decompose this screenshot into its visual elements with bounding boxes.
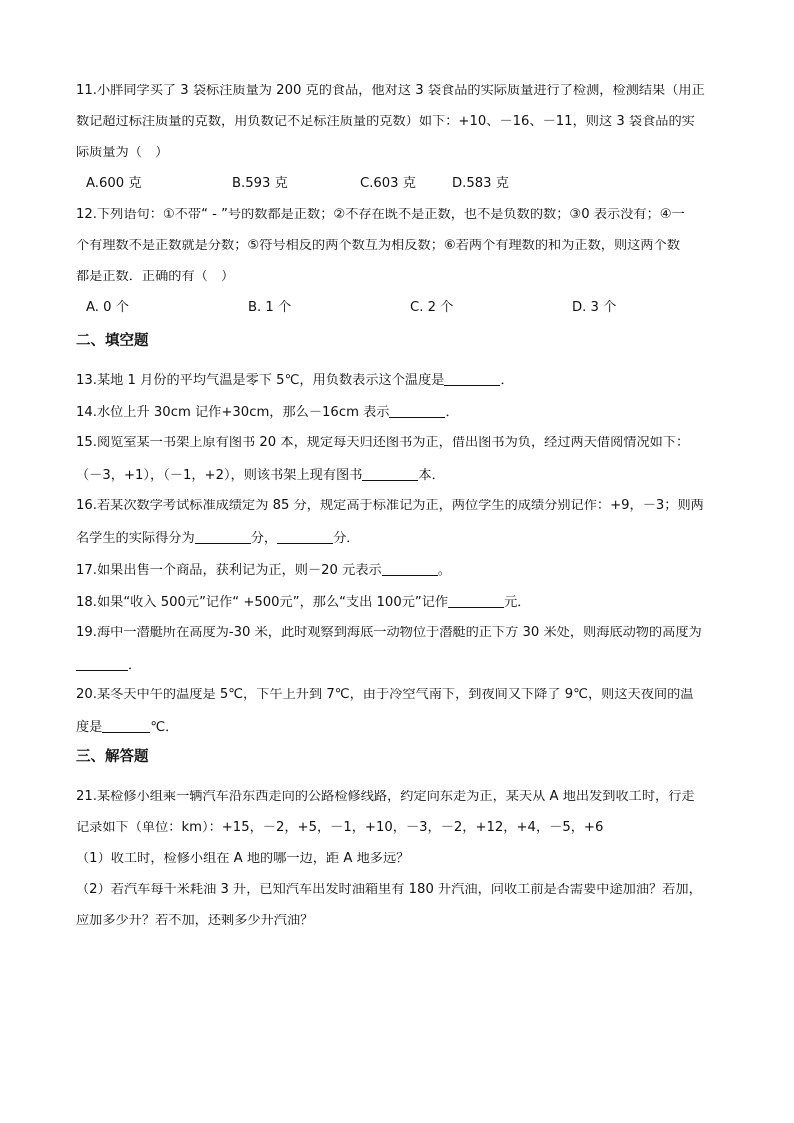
q13-line [76, 372, 726, 387]
q17-answer-blank[interactable] [382, 562, 438, 576]
q21-part-2-line-2: 应加多少升？若不加，还剩多少升汽油？ [76, 914, 314, 928]
section-fill-in-blank-title: 二、填空题 [76, 333, 149, 349]
q11-option-d: D.583 克 [452, 176, 509, 191]
q14-answer-blank[interactable] [389, 404, 445, 418]
q17-text-end: 。 [437, 563, 451, 578]
q16-text-mid: 分， [250, 531, 278, 546]
q12-line-2: 个有理数不是正数就是分数；⑤符号相反的两个数互为相反数；⑥若两个有理数的和为正数，则这两个数 [76, 239, 680, 253]
q20-text: 度是 [76, 720, 103, 735]
q17-line [76, 562, 726, 577]
q19-line-2 [76, 657, 726, 672]
q20-text-end: ℃． [150, 720, 179, 735]
q14-line [76, 404, 726, 419]
q11-option-c: C.603 克 [360, 176, 416, 191]
q15-text-end: 本． [418, 468, 445, 483]
q11-line-3: 际质量为（ ） [76, 146, 169, 160]
q14-text: 14.水位上升 30cm 记作+30cm，那么－16cm 表示 [76, 405, 390, 420]
q15-line-1: 15.阅览室某一书架上原有图书 20 本，规定每天归还图书为正，借出图书为负，经过两天借阅情况如下： [76, 436, 690, 450]
q18-text: 18.如果“收入 500元”记作“ +500元”，那么“支出 100元”记作 [76, 595, 449, 610]
q12-line-1: 12.下列语句：①不带“ - ”号的数都是正数；②不存在既不是正数，也不是负数的数；③0 表示没有；④一 [76, 208, 685, 222]
q20-line-2 [76, 719, 726, 734]
q15-text: （－3，+1），（－1，+2），则该书架上现有图书 [76, 468, 363, 483]
q18-text-end: 元． [504, 595, 531, 610]
q12-options [86, 301, 726, 319]
q11-option-b: B.593 克 [232, 176, 288, 191]
section-problem-solving-title: 三、解答题 [76, 749, 149, 765]
q13-text-end: ． [500, 373, 514, 388]
q16-text: 名学生的实际得分为 [76, 531, 195, 546]
q21-line-2: 记录如下（单位：km）：+15，－2，+5，－1，+10，－3，－2，+12，+4，－5，+6 [76, 821, 604, 835]
q19-answer-blank[interactable] [76, 657, 128, 671]
q12-option-b: B. 1 个 [248, 300, 292, 315]
q15-line-2 [76, 467, 726, 482]
q11-options [86, 177, 726, 195]
q20-answer-blank[interactable] [102, 719, 150, 733]
q19-line-1: 19.海中一潜艇所在高度为-30 米，此时观察到海底一动物位于潜艇的正下方 30 米处，则海底动物的高度为 [76, 626, 702, 640]
q19-text-end: ． [128, 658, 142, 673]
q16-line-2 [76, 530, 726, 545]
q13-text: 13.某地 1 月份的平均气温是零下 5℃，用负数表示这个温度是 [76, 373, 445, 388]
q16-answer-blank-1[interactable] [195, 530, 251, 544]
q16-text-end: 分． [333, 531, 360, 546]
q15-answer-blank[interactable] [362, 467, 418, 481]
q12-line-3: 都是正数．正确的有（ ） [76, 270, 235, 284]
q11-option-a: A.600 克 [86, 176, 142, 191]
q11-line-2: 数记超过标注质量的克数，用负数记不足标注质量的克数）如下：+10、－16、－11，则这 3 袋食品的实 [76, 115, 695, 129]
q21-part-2-line-1: （2）若汽车每千米耗油 3 升，已知汽车出发时油箱里有 180 升汽油，问收工前是否需要中途加油？若加， [76, 883, 702, 897]
q12-option-a: A. 0 个 [86, 300, 129, 315]
q16-answer-blank-2[interactable] [277, 530, 333, 544]
q16-line-1: 16.若某次数学考试标准成绩定为 85 分，规定高于标准记为正，两位学生的成绩分别记作：+9，－3；则两 [76, 499, 704, 513]
q21-part-1: （1）收工时，检修小组在 A 地的哪一边，距 A 地多远？ [76, 852, 410, 866]
q17-text: 17.如果出售一个商品，获利记为正，则－20 元表示 [76, 563, 382, 578]
q11-line-1: 11.小胖同学买了 3 袋标注质量为 200 克的食品，他对这 3 袋食品的实际质量进行了检测，检测结果（用正 [76, 84, 705, 98]
q13-answer-blank[interactable] [444, 372, 500, 386]
q18-answer-blank[interactable] [448, 594, 504, 608]
q14-text-end: ． [445, 405, 459, 420]
q12-option-d: D. 3 个 [572, 300, 617, 315]
q18-line [76, 594, 726, 609]
q21-line-1: 21.某检修小组乘一辆汽车沿东西走向的公路检修线路，约定向东走为正，某天从 A 地出发到收工时，行走 [76, 790, 695, 804]
q20-line-1: 20.某冬天中午的温度是 5℃，下午上升到 7℃，由于冷空气南下，到夜间又下降了 9℃，则这天夜间的温 [76, 688, 694, 702]
q12-option-c: C. 2 个 [410, 300, 454, 315]
